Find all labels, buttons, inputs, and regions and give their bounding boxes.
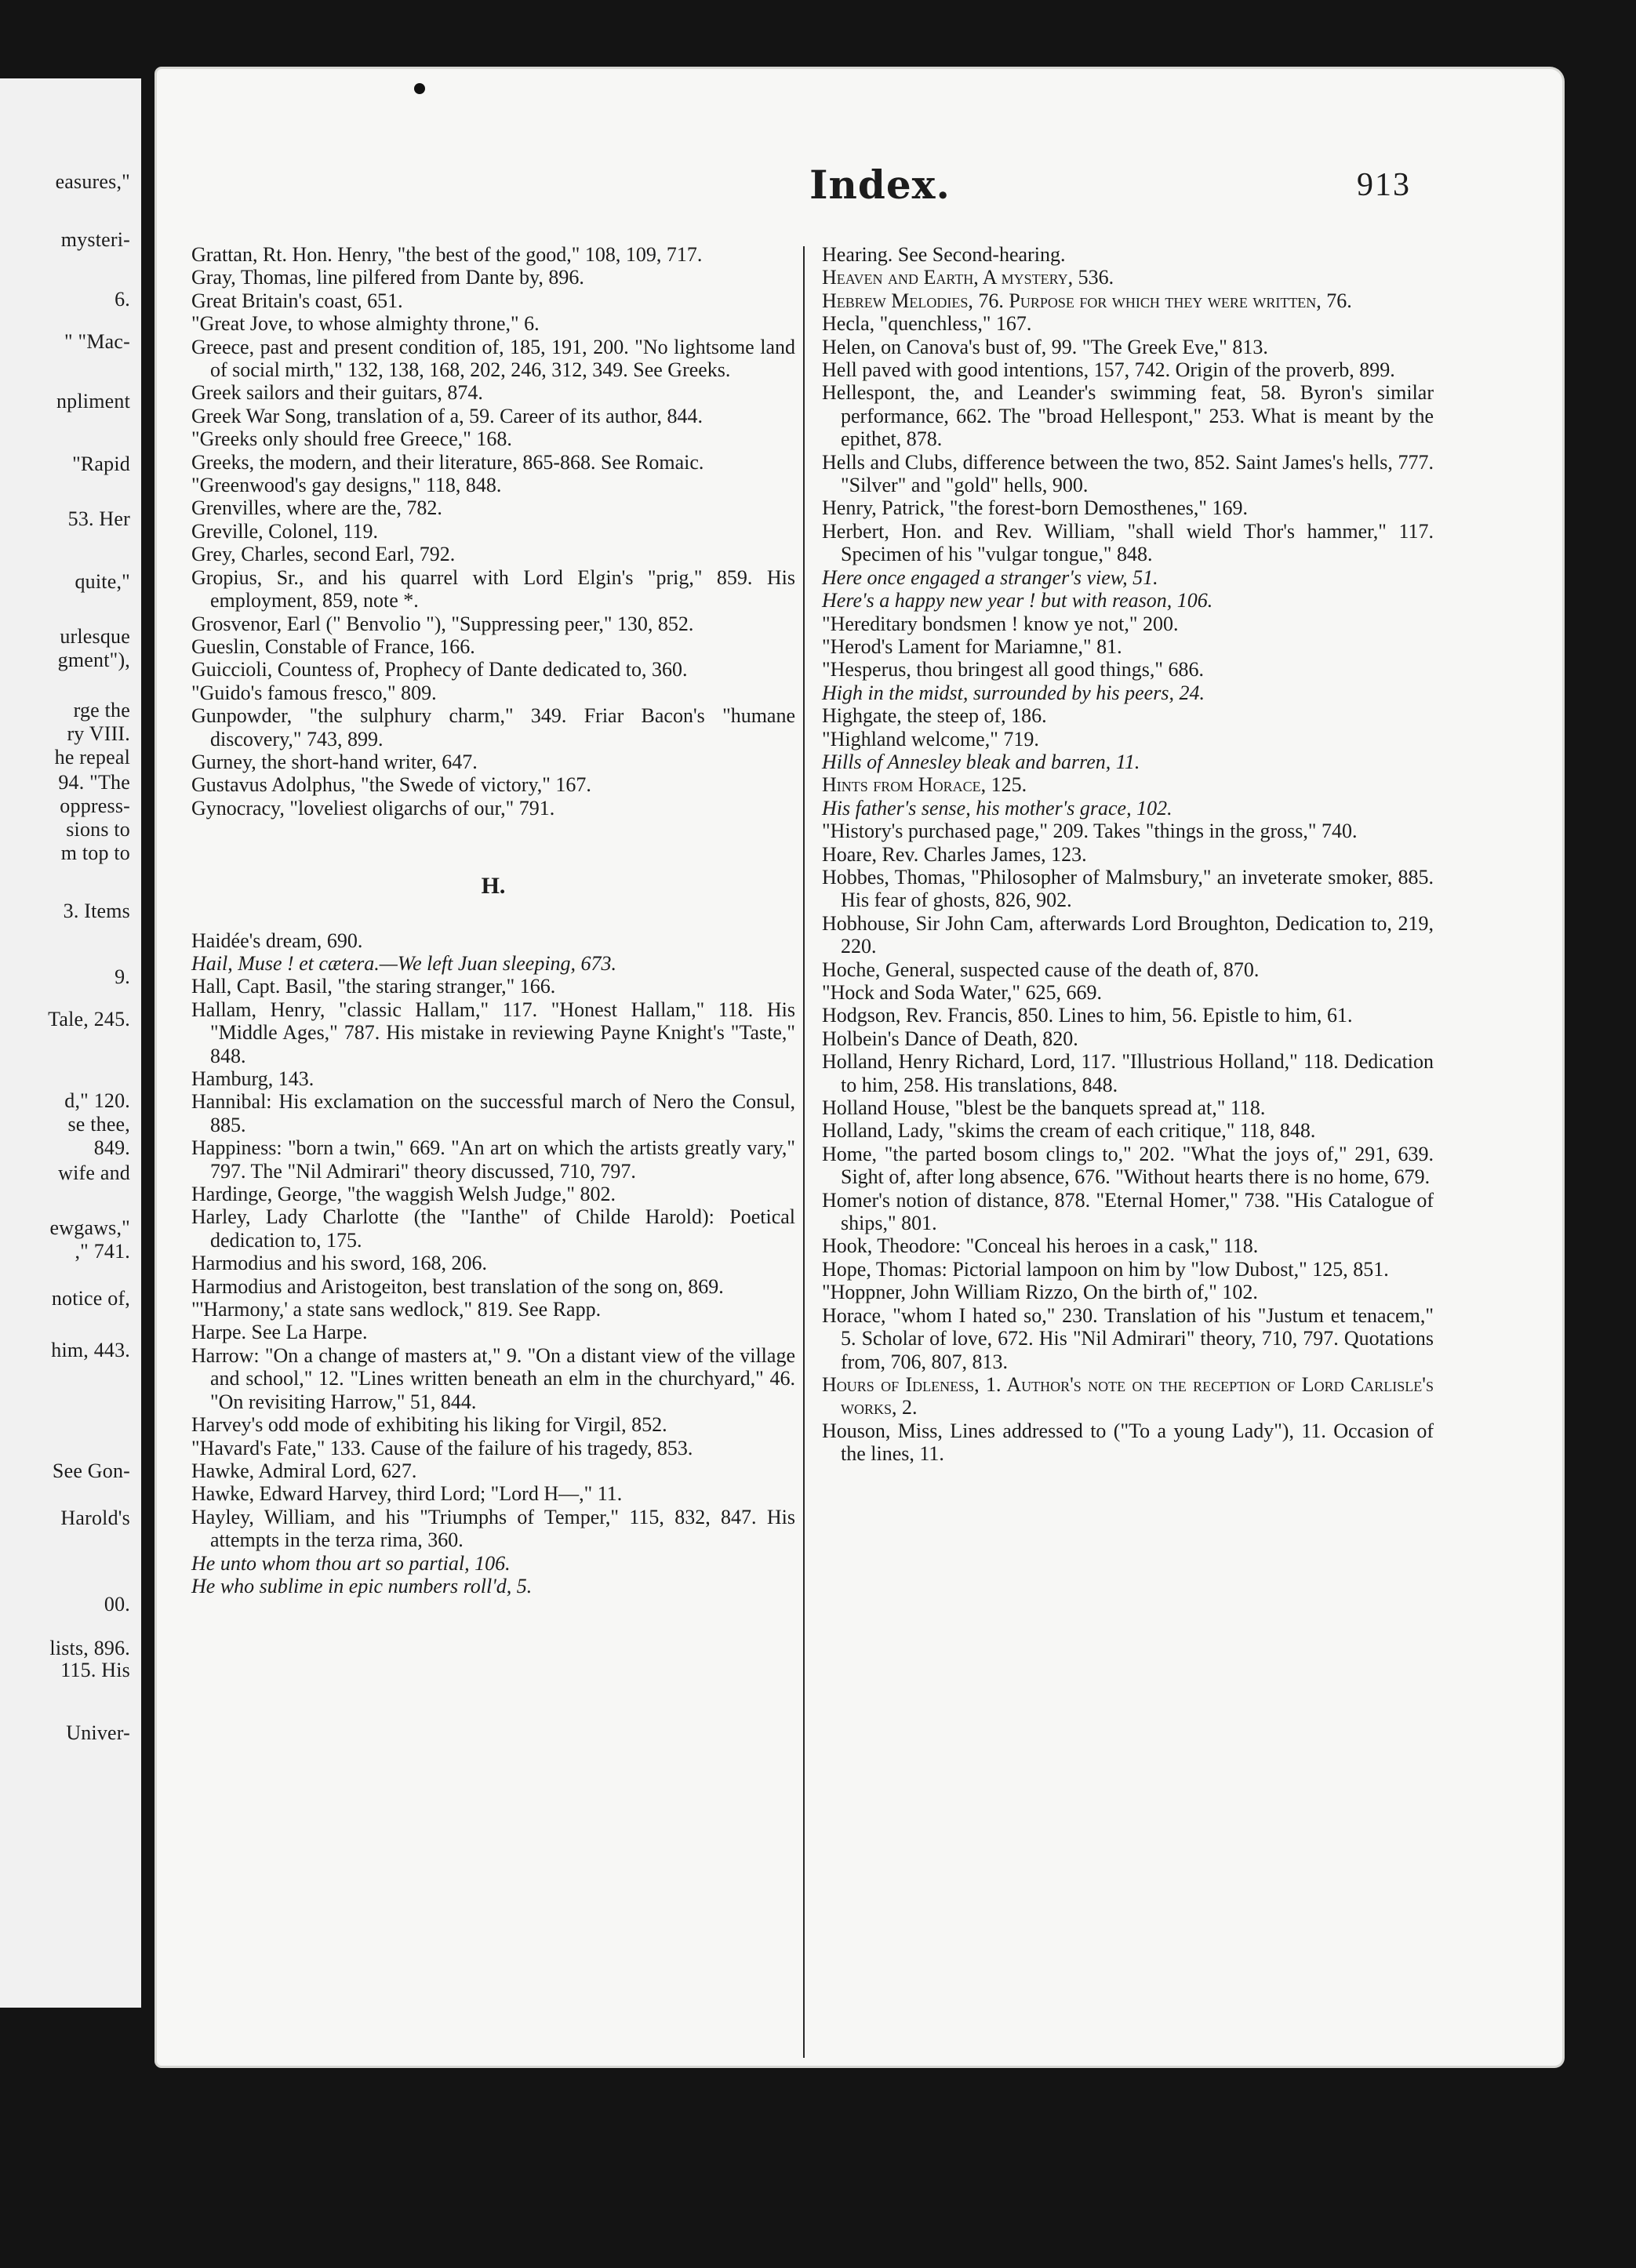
facing-page-text: 3. Items [63,900,130,922]
index-entry: Great Britain's coast, 651. [191,289,403,312]
column-divider [803,246,805,2058]
index-entry: Grattan, Rt. Hon. Henry, "the best of the good," 108, 109, 717. [191,243,703,266]
index-entry: Grenvilles, where are the, 782. [191,496,442,520]
facing-page-text: m top to [60,841,130,864]
facing-page-text: rge the [73,699,130,721]
facing-page-text: urlesque [60,625,130,648]
index-entry: Hellespont, the, and Leander's swimming feat, 58. Byron's similar performance, 662. The "broad Hellespont," 253. What is meant by the epithet, 878. [822,381,1434,451]
facing-page-text: notice of, [51,1287,130,1310]
facing-page-text: him, 443. [51,1339,130,1361]
facing-page-text: he repeal [54,746,130,769]
index-entry: Here once engaged a stranger's view, 51. [822,565,1158,589]
facing-page-text: Univer- [66,1721,130,1744]
index-entry: "Great Jove, to whose almighty throne," 6. [191,312,540,336]
facing-page-text: "Rapid [72,453,130,475]
index-entry: Gueslin, Constable of France, 166. [191,634,475,658]
index-entry: Hobbes, Thomas, "Philosopher of Malmsbury," an inveterate smoker, 885. His fear of ghosts, 826, 902. [822,865,1434,912]
facing-page-text: See Gon- [52,1459,130,1482]
index-entry: Hells and Clubs, difference between the two, 852. Saint James's hells, 777. "Silver" and "gold" hells, 900. [822,450,1434,497]
index-entry: "Highland welcome," 719. [822,727,1039,751]
facing-page-text: easures," [55,170,130,193]
index-entry: Gropius, Sr., and his quarrel with Lord Elgin's "prig," 859. His employment, 859, note *. [191,565,795,612]
facing-page-text: se thee, [67,1113,130,1136]
index-entry: Harpe. See La Harpe. [191,1321,368,1344]
index-entry: Home, "the parted bosom clings to," 202. "What the joys of," 291, 639. Sight of, after long absence, 676. "Without hearts there is no home, 679. [822,1142,1434,1189]
index-entry: Grey, Charles, second Earl, 792. [191,543,456,566]
facing-page-text: gment"), [57,649,130,671]
index-column-right [822,243,1434,1466]
index-entry: "Hereditary bondsmen ! know ye not," 200. [822,612,1179,635]
facing-page-text: wife and [58,1161,130,1184]
facing-page-fragment [0,78,141,2008]
index-entry: Highgate, the steep of, 186. [822,704,1047,728]
index-section-h [191,929,795,1598]
index-entry: Hecla, "quenchless," 167. [822,312,1032,336]
index-entry: High in the midst, surrounded by his peers, 24. [822,681,1205,704]
index-entry: Holland, Henry Richard, Lord, 117. "Illustrious Holland," 118. Dedication to him, 258. His translations, 848. [822,1050,1434,1096]
index-entry: "Greeks only should free Greece," 168. [191,427,512,451]
index-entry: Hills of Annesley bleak and barren, 11. [822,750,1140,773]
index-entry: "Havard's Fate," 133. Cause of the failure of his tragedy, 853. [191,1436,693,1459]
index-entry: Here's a happy new year ! but with reason, 106. [822,589,1213,612]
index-entry: "Hoppner, John William Rizzo, On the birth of," 102. [822,1281,1258,1304]
facing-page-text: Tale, 245. [48,1008,130,1030]
index-entry: He unto whom thou art so partial, 106. [191,1551,511,1575]
facing-page-text: Harold's [60,1507,130,1529]
index-entry: Holland, Lady, "skims the cream of each critique," 118, 848. [822,1119,1316,1143]
index-entry: Gunpowder, "the sulphury charm," 349. Friar Bacon's "humane discovery," 743, 899. [191,704,795,751]
index-section-h-continued [822,243,1434,1466]
index-entry: Greek sailors and their guitars, 874. [191,381,483,405]
facing-page-text: mysteri- [60,228,130,251]
index-column-left [191,243,795,1597]
index-entry: Hook, Theodore: "Conceal his heroes in a cask," 118. [822,1234,1259,1258]
index-entry: Hope, Thomas: Pictorial lampoon on him by "low Dubost," 125, 851. [822,1257,1389,1281]
facing-page-text: 9. [115,965,130,988]
facing-page-text: 00. [104,1593,130,1616]
facing-page-text: quite," [75,570,130,593]
index-entry: Holland House, "blest be the banquets spread at," 118. [822,1096,1266,1120]
facing-page-text: ewgaws," [49,1216,130,1239]
facing-page-text: d," 120. [64,1089,130,1112]
index-entry: Hamburg, 143. [191,1067,314,1090]
index-entry: Heaven and Earth, A mystery, 536. [822,266,1114,289]
index-entry: "Guido's famous fresco," 809. [191,681,437,704]
index-entry: Harvey's odd mode of exhibiting his liking for Virgil, 852. [191,1413,667,1437]
index-entry: Hoche, General, suspected cause of the death of, 870. [822,958,1260,981]
index-entry: Harrow: "On a change of masters at," 9. "On a distant view of the village and school," 12. "Lines written beneath an elm in the churchyard," 46. "On revisiting Harrow," 51, 844. [191,1343,795,1413]
index-entry: Greeks, the modern, and their literature, 865-868. See Romaic. [191,450,704,474]
facing-page-text: 94. "The [58,771,130,794]
section-heading: H. [481,873,506,900]
page-title: Index. [809,162,951,208]
index-entry: Hours of Idleness, 1. Author's note on the reception of Lord Carlisle's works, 2. [822,1372,1434,1419]
index-entry: Greece, past and present condition of, 185, 191, 200. "No lightsome land of social mirth," 132, 138, 168, 202, 246, 312, 349. See Greeks. [191,335,795,382]
index-entry: Gurney, the short-hand writer, 647. [191,750,478,773]
index-entry: Gustavus Adolphus, "the Swede of victory," 167. [191,773,591,797]
facing-page-text: sions to [66,818,130,841]
index-entry: Hebrew Melodies, 76. Purpose for which they were written, 76. [822,289,1352,312]
index-entry: Greville, Colonel, 119. [191,519,379,543]
facing-page-text: lists, 896. [49,1637,130,1659]
index-entry: Gray, Thomas, line pilfered from Dante by, 896. [191,266,584,289]
index-entry: Hail, Muse ! et cætera.—We left Juan sleeping, 673. [191,951,617,975]
index-entry: Grosvenor, Earl (" Benvolio "), "Suppressing peer," 130, 852. [191,612,694,635]
facing-page-text: npliment [56,390,130,413]
index-entry: Harmodius and his sword, 168, 206. [191,1252,487,1275]
index-entry: Helen, on Canova's bust of, 99. "The Greek Eve," 813. [822,335,1268,358]
index-entry: Harmodius and Aristogeiton, best translation of the song on, 869. [191,1274,724,1298]
index-entry: Hayley, William, and his "Triumphs of Temper," 115, 832, 847. His attempts in the terza rima, 360. [191,1505,795,1552]
index-page [157,69,1562,2066]
facing-page-text: 849. [93,1136,130,1159]
index-entry: Houson, Miss, Lines addressed to ("To a young Lady"), 11. Occasion of the lines, 11. [822,1419,1434,1466]
index-entry: Hawke, Edward Harvey, third Lord; "Lord H—," 11. [191,1482,623,1506]
index-entry: Hearing. See Second-hearing. [822,243,1066,266]
facing-page-text: 115. His [60,1659,130,1681]
index-entry: Homer's notion of distance, 878. "Eternal Homer," 738. "His Catalogue of ships," 801. [822,1188,1434,1235]
index-entry: Henry, Patrick, "the forest-born Demosthenes," 169. [822,496,1249,520]
index-entry: "Herod's Lament for Mariamne," 81. [822,634,1122,658]
index-entry: Greek War Song, translation of a, 59. Career of its author, 844. [191,404,703,427]
index-entry: "History's purchased page," 209. Takes "things in the gross," 740. [822,820,1358,843]
index-entry: Gynocracy, "loveliest oligarchs of our," 791. [191,796,555,820]
index-entry: Hoare, Rev. Charles James, 123. [822,842,1087,866]
index-entry: "Hock and Soda Water," 625, 669. [822,981,1102,1004]
facing-page-text: ry VIII. [67,722,130,745]
index-entry: Harley, Lady Charlotte (the "Ianthe" of Childe Harold): Poetical dedication to, 175. [191,1205,795,1252]
index-entry: "Hesperus, thou bringest all good things," 686. [822,658,1205,681]
index-entry: Hodgson, Rev. Francis, 850. Lines to him, 56. Epistle to him, 61. [822,1004,1353,1027]
index-entry: Holbein's Dance of Death, 820. [822,1027,1078,1050]
index-entry: "'Harmony,' a state sans wedlock," 819. See Rapp. [191,1298,602,1321]
index-entry: He who sublime in epic numbers roll'd, 5. [191,1574,533,1597]
index-entry: Guiccioli, Countess of, Prophecy of Dante dedicated to, 360. [191,658,688,681]
facing-page-text: ," 741. [75,1240,130,1263]
index-entry: Hall, Capt. Basil, "the staring stranger," 166. [191,975,556,998]
binding-mark [414,83,425,94]
facing-page-text: 6. [115,288,130,311]
facing-page-text: oppress- [60,794,130,817]
index-entry: Herbert, Hon. and Rev. William, "shall wield Thor's hammer," 117. Specimen of his "vulgar tongue," 848. [822,519,1434,566]
index-entry: Hannibal: His exclamation on the successful march of Nero the Consul, 885. [191,1090,795,1136]
index-entry: Happiness: "born a twin," 669. "An art on which the artists greatly vary," 797. The "Nil Admirari" theory discussed, 710, 797. [191,1136,795,1183]
facing-page-text: " "Mac- [64,330,130,353]
index-section-g [191,243,795,820]
index-entry: Hobhouse, Sir John Cam, afterwards Lord Broughton, Dedication to, 219, 220. [822,911,1434,958]
facing-page-text: 53. Her [67,507,130,530]
page-number: 913 [1357,167,1411,203]
index-entry: "Greenwood's gay designs," 118, 848. [191,474,502,497]
index-entry: Hallam, Henry, "classic Hallam," 117. "Honest Hallam," 118. His "Middle Ages," 787. His mistake in reviewing Payne Knight's "Taste," 848. [191,998,795,1067]
index-entry: Haidée's dream, 690. [191,929,363,952]
index-entry: Hell paved with good intentions, 157, 742. Origin of the proverb, 899. [822,358,1395,382]
index-entry: Horace, "whom I hated so," 230. Translation of his "Justum et tenacem," 5. Scholar of love, 672. His "Nil Admirari" theory, 710, 797. Quotations from, 706, 807, 813. [822,1303,1434,1373]
index-entry: Hints from Horace, 125. [822,773,1027,797]
index-entry: Hawke, Admiral Lord, 627. [191,1459,417,1482]
index-entry: Hardinge, George, "the waggish Welsh Judge," 802. [191,1183,616,1206]
index-entry: His father's sense, his mother's grace, 102. [822,796,1172,820]
